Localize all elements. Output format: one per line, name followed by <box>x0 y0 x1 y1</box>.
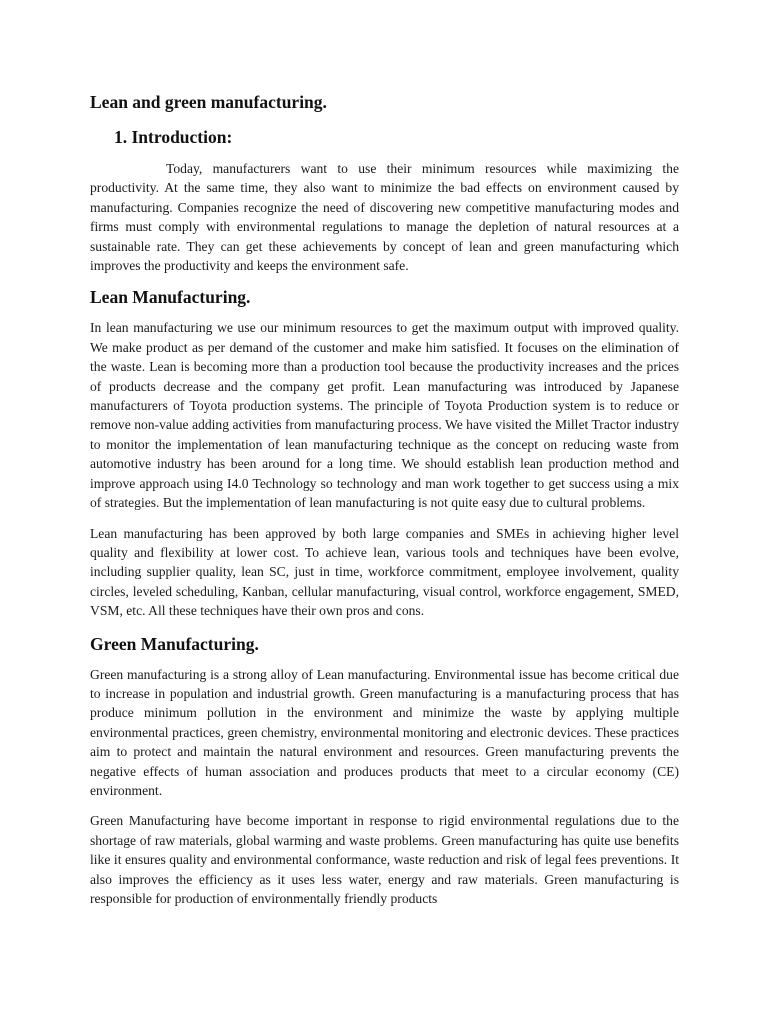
introduction-paragraph: Today, manufacturers want to use their minimum resources while maximizing the productivity. At the same time, they also want to minimize the bad effects on environment caused by manufacturing. Companies recognize the need of discovering new competitive manufacturing modes and firms must comply with environmental regulations to manage the depletion of natural resources at a sustainable rate. They can get these achievements by concept of lean and green manufacturing which improves the productivity and keeps the environment safe. <box>90 161 679 274</box>
green-paragraph-2: Green Manufacturing have become important in response to rigid environmental regulations due to the shortage of raw materials, global warming and waste problems. Green manufacturing has quite use benefits like it ensures quality and environmental conformance, waste reduction and risk of legal fees preventions. It also improves the efficiency as it uses less water, energy and raw materials. Green manufacturing is responsible for production of environmentally friendly products <box>90 813 679 906</box>
introduction-heading: 1. Introduction: <box>114 127 233 147</box>
green-paragraph-1: Green manufacturing is a strong alloy of Lean manufacturing. Environmental issue has become critical due to increase in population and industrial growth. Green manufacturing is a manufacturing process that has produce minimum pollution in the environment and minimize the waste by applying multiple environmental practices, green chemistry, environmental monitoring and electronic devices. These practices aim to protect and maintain the natural environment and resources. Green manufacturing prevents the negative effects of human association and produces products that meet to a circular economy (CE) environment. <box>90 666 679 798</box>
document-title: Lean and green manufacturing. <box>90 92 327 112</box>
lean-paragraph-1: In lean manufacturing we use our minimum resources to get the maximum output with improved quality. We make product as per demand of the customer and make him satisfied. It focuses on the elimination of the waste. Lean is becoming more than a production tool because the productivity increases and the prices of products decrease and the company get profit. Lean manufacturing was introduced by Japanese manufacturers of Toyota production systems. The principle of Toyota Production system is to reduce or remove non-value adding activities from manufacturing process. We have visited the Millet Tractor industry to monitor the implementation of lean manufacturing technique as the concept on reducing waste from automotive industry has been around for a long time. We should establish lean production method and improve approach using I4.0 Technology so technology and man work together to get success using a mix of strategies. But the implementation of lean manufacturing is not quite easy due to cultural problems. <box>90 320 679 511</box>
document-page <box>90 90 679 919</box>
lean-paragraph-2: Lean manufacturing has been approved by both large companies and SMEs in achieving higher level quality and flexibility at lower cost. To achieve lean, various tools and techniques have been evolve, including supplier quality, lean SC, just in time, workforce commitment, employee involvement, quality circles, leveled scheduling, Kanban, cellular manufacturing, visual control, workforce engagement, SMED, VSM, etc. All these techniques have their own pros and cons. <box>90 525 679 619</box>
green-manufacturing-heading: Green Manufacturing. <box>90 633 259 654</box>
lean-manufacturing-heading: Lean Manufacturing. <box>90 287 251 308</box>
